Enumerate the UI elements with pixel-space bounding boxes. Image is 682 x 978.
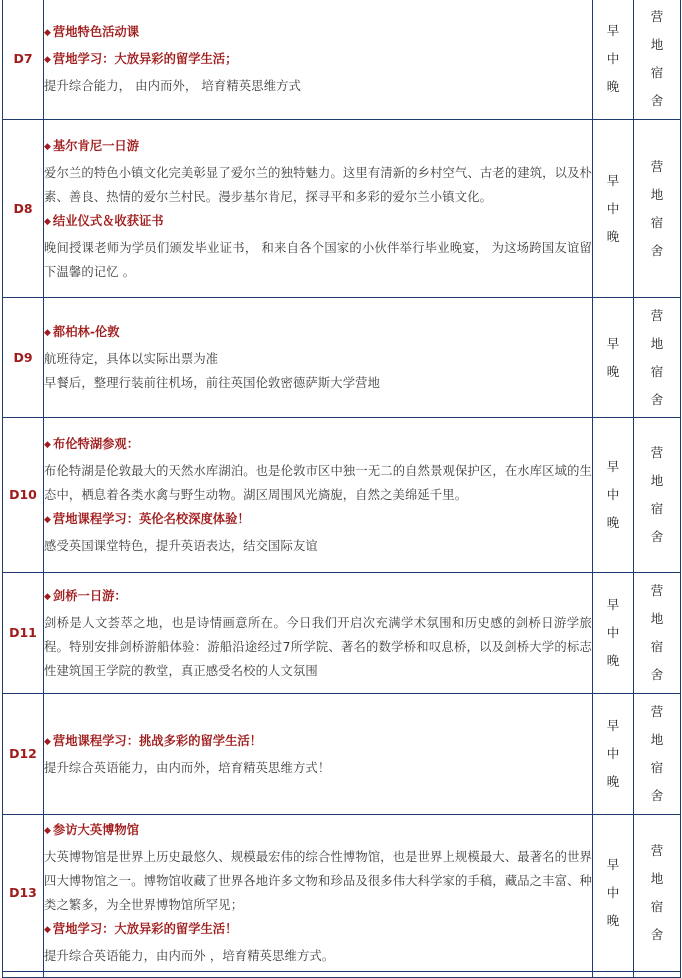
accommodation-char: 宿 — [650, 501, 664, 516]
diamond-bullet-icon: ◆ — [44, 440, 51, 450]
meal-label: 早 — [606, 459, 620, 474]
activity-description: 大英博物馆是世界上历史最悠久、规模最宏伟的综合性博物馆，也是世界上规模最大、最著名的世界四大博物馆之一。博物馆收藏了世界各地许多文物和珍品及很多伟大科学家的手稿，藏品之丰富、种类之繁多，为全世界博物馆所罕见； — [44, 850, 592, 912]
activity-description: 早餐后，整理行装前往机场，前往英国伦敦密德萨斯大学营地 — [44, 376, 381, 390]
accommodation-char: 舍 — [650, 667, 664, 682]
accommodation-char: 宿 — [650, 760, 664, 775]
accommodation-char: 地 — [650, 871, 664, 886]
meals-cell — [593, 120, 634, 298]
empty-cell — [3, 972, 44, 978]
meal-label: 中 — [606, 487, 620, 502]
accommodation-char: 地 — [650, 611, 664, 626]
day-cell: D11 — [3, 573, 44, 694]
accommodation-cell — [634, 0, 681, 120]
accommodation-char: 舍 — [650, 529, 664, 544]
activity-heading — [44, 507, 592, 534]
accommodation-cell — [634, 298, 681, 418]
activity-cell — [44, 120, 593, 298]
meal-label: 中 — [606, 200, 620, 216]
activity-heading — [44, 134, 592, 161]
accommodation-char: 舍 — [650, 927, 664, 942]
activity-heading-text: 结业仪式＆收获证书 — [52, 213, 164, 228]
accommodation-char: 地 — [650, 473, 664, 488]
activity-description: 提升综合能力， 由内而外， 培育精英思维方式 — [44, 79, 302, 93]
accommodation-char: 宿 — [650, 639, 664, 654]
activity-heading-text: 都柏林-伦敦 — [52, 325, 120, 339]
accommodation-cell — [634, 418, 681, 573]
meal-label: 中 — [606, 625, 620, 640]
activity-description: 提升综合英语能力，由内而外 ，培育精英思维方式。 — [44, 949, 335, 963]
accommodation-char: 营 — [650, 843, 664, 858]
accommodation-char: 地 — [650, 732, 664, 747]
accommodation-cell — [634, 815, 681, 972]
meals-cell — [593, 418, 634, 573]
meal-label: 晚 — [606, 913, 620, 928]
itinerary-row — [3, 418, 681, 573]
activity-description: 航班待定，具体以实际出票为准 — [44, 352, 219, 366]
activity-heading-text: 基尔肯尼一日游 — [52, 138, 140, 153]
day-cell: D12 — [3, 694, 44, 815]
activity-heading — [44, 729, 592, 756]
activity-description: 布伦特湖是伦敦最大的天然水库湖泊。也是伦敦市区中独一无二的自然景观保护区，在水库区域的生态中，栖息着各类水禽与野生动物。湖区周围风光旖旎，自然之美绵延千里。 — [44, 464, 592, 502]
activity-description: 剑桥是人文荟萃之地，也是诗情画意所在。今日我们开启次充满学术氛围和历史感的剑桥日游学旅程。特别安排剑桥游船体验：游船沿途经过7所学院、著名的数学桥和叹息桥，以及剑桥大学的标志性建筑国王学院的教堂，真正感受名校的人文氛围 — [44, 615, 592, 678]
diamond-bullet-icon: ◆ — [44, 826, 51, 836]
accommodation-char: 宿 — [650, 363, 664, 379]
activity-cell — [44, 418, 593, 573]
meal-label: 晚 — [606, 79, 620, 94]
diamond-bullet-icon: ◆ — [44, 328, 51, 338]
accommodation-cell — [634, 573, 681, 694]
activity-description: 提升综合英语能力，由内而外，培育精英思维方式！ — [44, 760, 331, 775]
activity-heading-text: 参访大英博物馆 — [52, 823, 140, 837]
activity-heading — [44, 47, 592, 74]
meal-label: 中 — [606, 885, 620, 900]
meal-label: 早 — [606, 335, 620, 351]
day-cell: D10 — [3, 418, 44, 573]
accommodation-char: 舍 — [650, 93, 664, 108]
activity-heading — [44, 917, 592, 944]
meal-label: 晚 — [606, 653, 620, 668]
empty-cell — [593, 972, 634, 978]
activity-heading-text: 剑桥一日游： — [52, 588, 127, 603]
activity-heading — [44, 818, 592, 845]
diamond-bullet-icon: ◆ — [44, 591, 51, 602]
accommodation-cell — [634, 120, 681, 298]
diamond-bullet-icon: ◆ — [44, 515, 51, 525]
day-cell: D13 — [3, 815, 44, 972]
accommodation-char: 营 — [650, 307, 664, 323]
accommodation-char: 舍 — [650, 391, 664, 407]
accommodation-char: 营 — [650, 158, 664, 174]
meals-cell — [593, 298, 634, 418]
diamond-bullet-icon: ◆ — [44, 28, 51, 38]
accommodation-char: 营 — [650, 704, 664, 719]
activity-heading-text: 营地学习：大放异彩的留学生活； — [52, 52, 238, 66]
diamond-bullet-icon: ◆ — [44, 141, 51, 152]
meal-label: 晚 — [606, 515, 620, 530]
meal-label: 早 — [606, 857, 620, 872]
activity-cell — [44, 694, 593, 815]
activity-heading — [44, 320, 592, 347]
meal-label: 晚 — [606, 774, 620, 789]
diamond-bullet-icon: ◆ — [44, 925, 51, 935]
accommodation-char: 营 — [650, 583, 664, 598]
accommodation-char: 宿 — [650, 65, 664, 80]
itinerary-row — [3, 573, 681, 694]
activity-heading — [44, 20, 592, 47]
meals-cell — [593, 573, 634, 694]
activity-cell — [44, 0, 593, 120]
activity-cell — [44, 298, 593, 418]
accommodation-char: 宿 — [650, 899, 664, 914]
empty-cell — [44, 972, 593, 978]
itinerary-row — [3, 298, 681, 418]
activity-heading — [44, 209, 592, 236]
meals-cell — [593, 0, 634, 120]
accommodation-char: 宿 — [650, 214, 664, 230]
itinerary-table — [2, 0, 681, 978]
day-cell: D7 — [3, 0, 44, 120]
meal-label: 晚 — [606, 363, 620, 379]
activity-heading-text: 营地课程学习：英伦名校深度体验！ — [52, 512, 250, 526]
meal-label: 早 — [606, 597, 620, 612]
day-cell: D8 — [3, 120, 44, 298]
meals-cell — [593, 815, 634, 972]
accommodation-char: 舍 — [650, 242, 664, 258]
accommodation-char: 舍 — [650, 788, 664, 803]
accommodation-char: 地 — [650, 186, 664, 202]
itinerary-row — [3, 0, 681, 120]
accommodation-cell — [634, 694, 681, 815]
accommodation-char: 营 — [650, 9, 664, 24]
itinerary-row — [3, 815, 681, 972]
accommodation-char: 营 — [650, 445, 664, 460]
meal-label: 中 — [606, 746, 620, 761]
diamond-bullet-icon: ◆ — [44, 55, 51, 65]
activity-heading — [44, 584, 592, 611]
activity-description: 爱尔兰的特色小镇文化完美彰显了爱尔兰的独特魅力。这里有清新的乡村空气、古老的建筑，以及朴素、善良、热情的爱尔兰村民。漫步基尔肯尼，探寻平和多彩的爱尔兰小镇文化。 — [44, 165, 592, 204]
meal-label: 早 — [606, 718, 620, 733]
day-cell: D9 — [3, 298, 44, 418]
activity-heading-text: 营地特色活动课 — [52, 25, 140, 39]
diamond-bullet-icon: ◆ — [44, 736, 51, 747]
empty-cell — [634, 972, 681, 978]
meal-label: 中 — [606, 51, 620, 66]
itinerary-row — [3, 694, 681, 815]
itinerary-row-partial — [3, 972, 681, 978]
meals-cell — [593, 694, 634, 815]
accommodation-char: 地 — [650, 335, 664, 351]
meal-label: 早 — [606, 172, 620, 188]
activity-heading-text: 布伦特湖参观： — [52, 437, 140, 451]
activity-description: 晚间授课老师为学员们颁发毕业证书， 和来自各个国家的小伙伴举行毕业晚宴， 为这场跨国友谊留下温馨的记忆 。 — [44, 240, 592, 279]
activity-cell — [44, 573, 593, 694]
itinerary-row — [3, 120, 681, 298]
meal-label: 晚 — [606, 228, 620, 244]
activity-heading-text: 营地学习：大放异彩的留学生活！ — [52, 922, 238, 936]
activity-cell — [44, 815, 593, 972]
diamond-bullet-icon: ◆ — [44, 216, 51, 227]
accommodation-char: 地 — [650, 37, 664, 52]
activity-heading-text: 营地课程学习：挑战多彩的留学生活！ — [52, 733, 262, 748]
activity-heading — [44, 432, 592, 459]
meal-label: 早 — [606, 23, 620, 38]
activity-description: 感受英国课堂特色，提升英语表达，结交国际友谊 — [44, 539, 318, 553]
